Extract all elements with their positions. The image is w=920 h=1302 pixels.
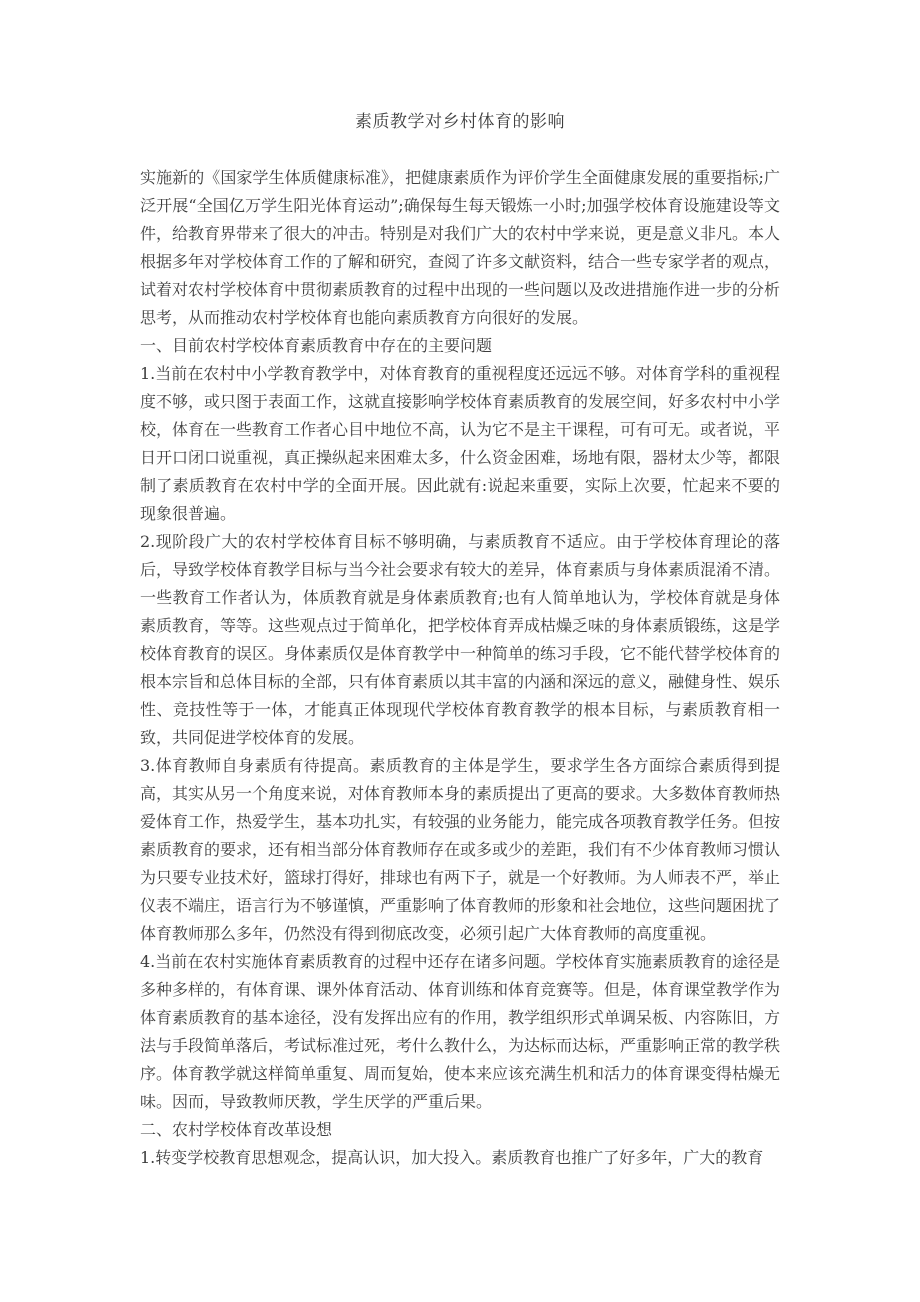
document-title: 素质教学对乡村体育的影响 [355, 112, 565, 132]
document-paragraph: 1.转变学校教育思想观念，提高认识，加大投入。素质教育也推广了好多年，广大的教育 [140, 1148, 764, 1167]
document-paragraph: 4.当前在农村实施体育素质教育的过程中还存在诸多问题。学校体育实施素质教育的途径是多种多样的，有体育课、课外体育活动、体育训练和体育竞赛等。但是，体育课堂教学作为体育素质教育的基本途径，没有发挥出应有的作用，教学组织形式单调呆板、内容陈旧，方法与手段简单落后，考试标准过死，考什么教什么，为达标而达标，严重影响正常的教学秩序。体育教学就这样简单重复、周而复始，使本来应该充满生机和活力的体育课变得枯燥无味。因而，导致教师厌教，学生厌学的严重后果。 [140, 952, 781, 1111]
document-paragraph: 1.当前在农村中小学教育教学中，对体育教育的重视程度还远远不够。对体育学科的重视程度不够，或只图于表面工作，这就直接影响学校体育素质教育的发展空间，好多农村中小学校，体育在一些教育工作者心目中地位不高，认为它不是主干课程，可有可无。或者说，平日开口闭口说重视，真正操纵起来困难太多，什么资金困难，场地有限，器材太少等，都限制了素质教育在农村中学的全面开展。因此就有:说起来重要，实际上次要，忙起来不要的现象很普遍。 [140, 364, 781, 523]
document-paragraph: 实施新的《国家学生体质健康标准》，把健康素质作为评价学生全面健康发展的重要指标;广泛开展“全国亿万学生阳光体育运动”;确保每生每天锻炼一小时;加强学校体育设施建设等文件，给教育界带来了很大的冲击。特别是对我们广大的农村中学来说，更是意义非凡。本人根据多年对学校体育工作的了解和研究，查阅了许多文献资料，结合一些专家学者的观点，试着对农村学校体育中贯彻素质教育的过程中出现的一些问题以及改进措施作进一步的分析思考，从而推动农村学校体育也能向素质教育方向很好的发展。 [140, 168, 781, 327]
section-heading: 一、目前农村学校体育素质教育中存在的主要问题 [140, 336, 493, 355]
document-body [140, 164, 780, 1172]
section-heading: 二、农村学校体育改革设想 [140, 1120, 333, 1139]
document-paragraph: 3.体育教师自身素质有待提高。素质教育的主体是学生，要求学生各方面综合素质得到提高，其实从另一个角度来说，对体育教师本身的素质提出了更高的要求。大多数体育教师热爱体育工作，热爱学生，基本功扎实，有较强的业务能力，能完成各项教育教学任务。但按素质教育的要求，还有相当部分体育教师存在或多或少的差距，我们有不少体育教师习惯认为只要专业技术好，篮球打得好，排球也有两下子，就是一个好教师。为人师表不严，举止仪表不端庄，语言行为不够谨慎，严重影响了体育教师的形象和社会地位，这些问题困扰了体育教师那么多年，仍然没有得到彻底改变，必须引起广大体育教师的高度重视。 [140, 756, 781, 943]
document-paragraph: 2.现阶段广大的农村学校体育目标不够明确，与素质教育不适应。由于学校体育理论的落后，导致学校体育教学目标与当今社会要求有较大的差异，体育素质与身体素质混淆不清。一些教育工作者认为，体质教育就是身体素质教育;也有人简单地认为，学校体育就是身体素质教育，等等。这些观点过于简单化，把学校体育弄成枯燥乏味的身体素质锻练，这是学校体育教育的误区。身体素质仅是体育教学中一种简单的练习手段，它不能代替学校体育的根本宗旨和总体目标的全部，只有体育素质以其丰富的内涵和深远的意义，融健身性、娱乐性、竞技性等于一体，才能真正体现现代学校体育教育教学的根本目标，与素质教育相一致，共同促进学校体育的发展。 [140, 532, 781, 747]
